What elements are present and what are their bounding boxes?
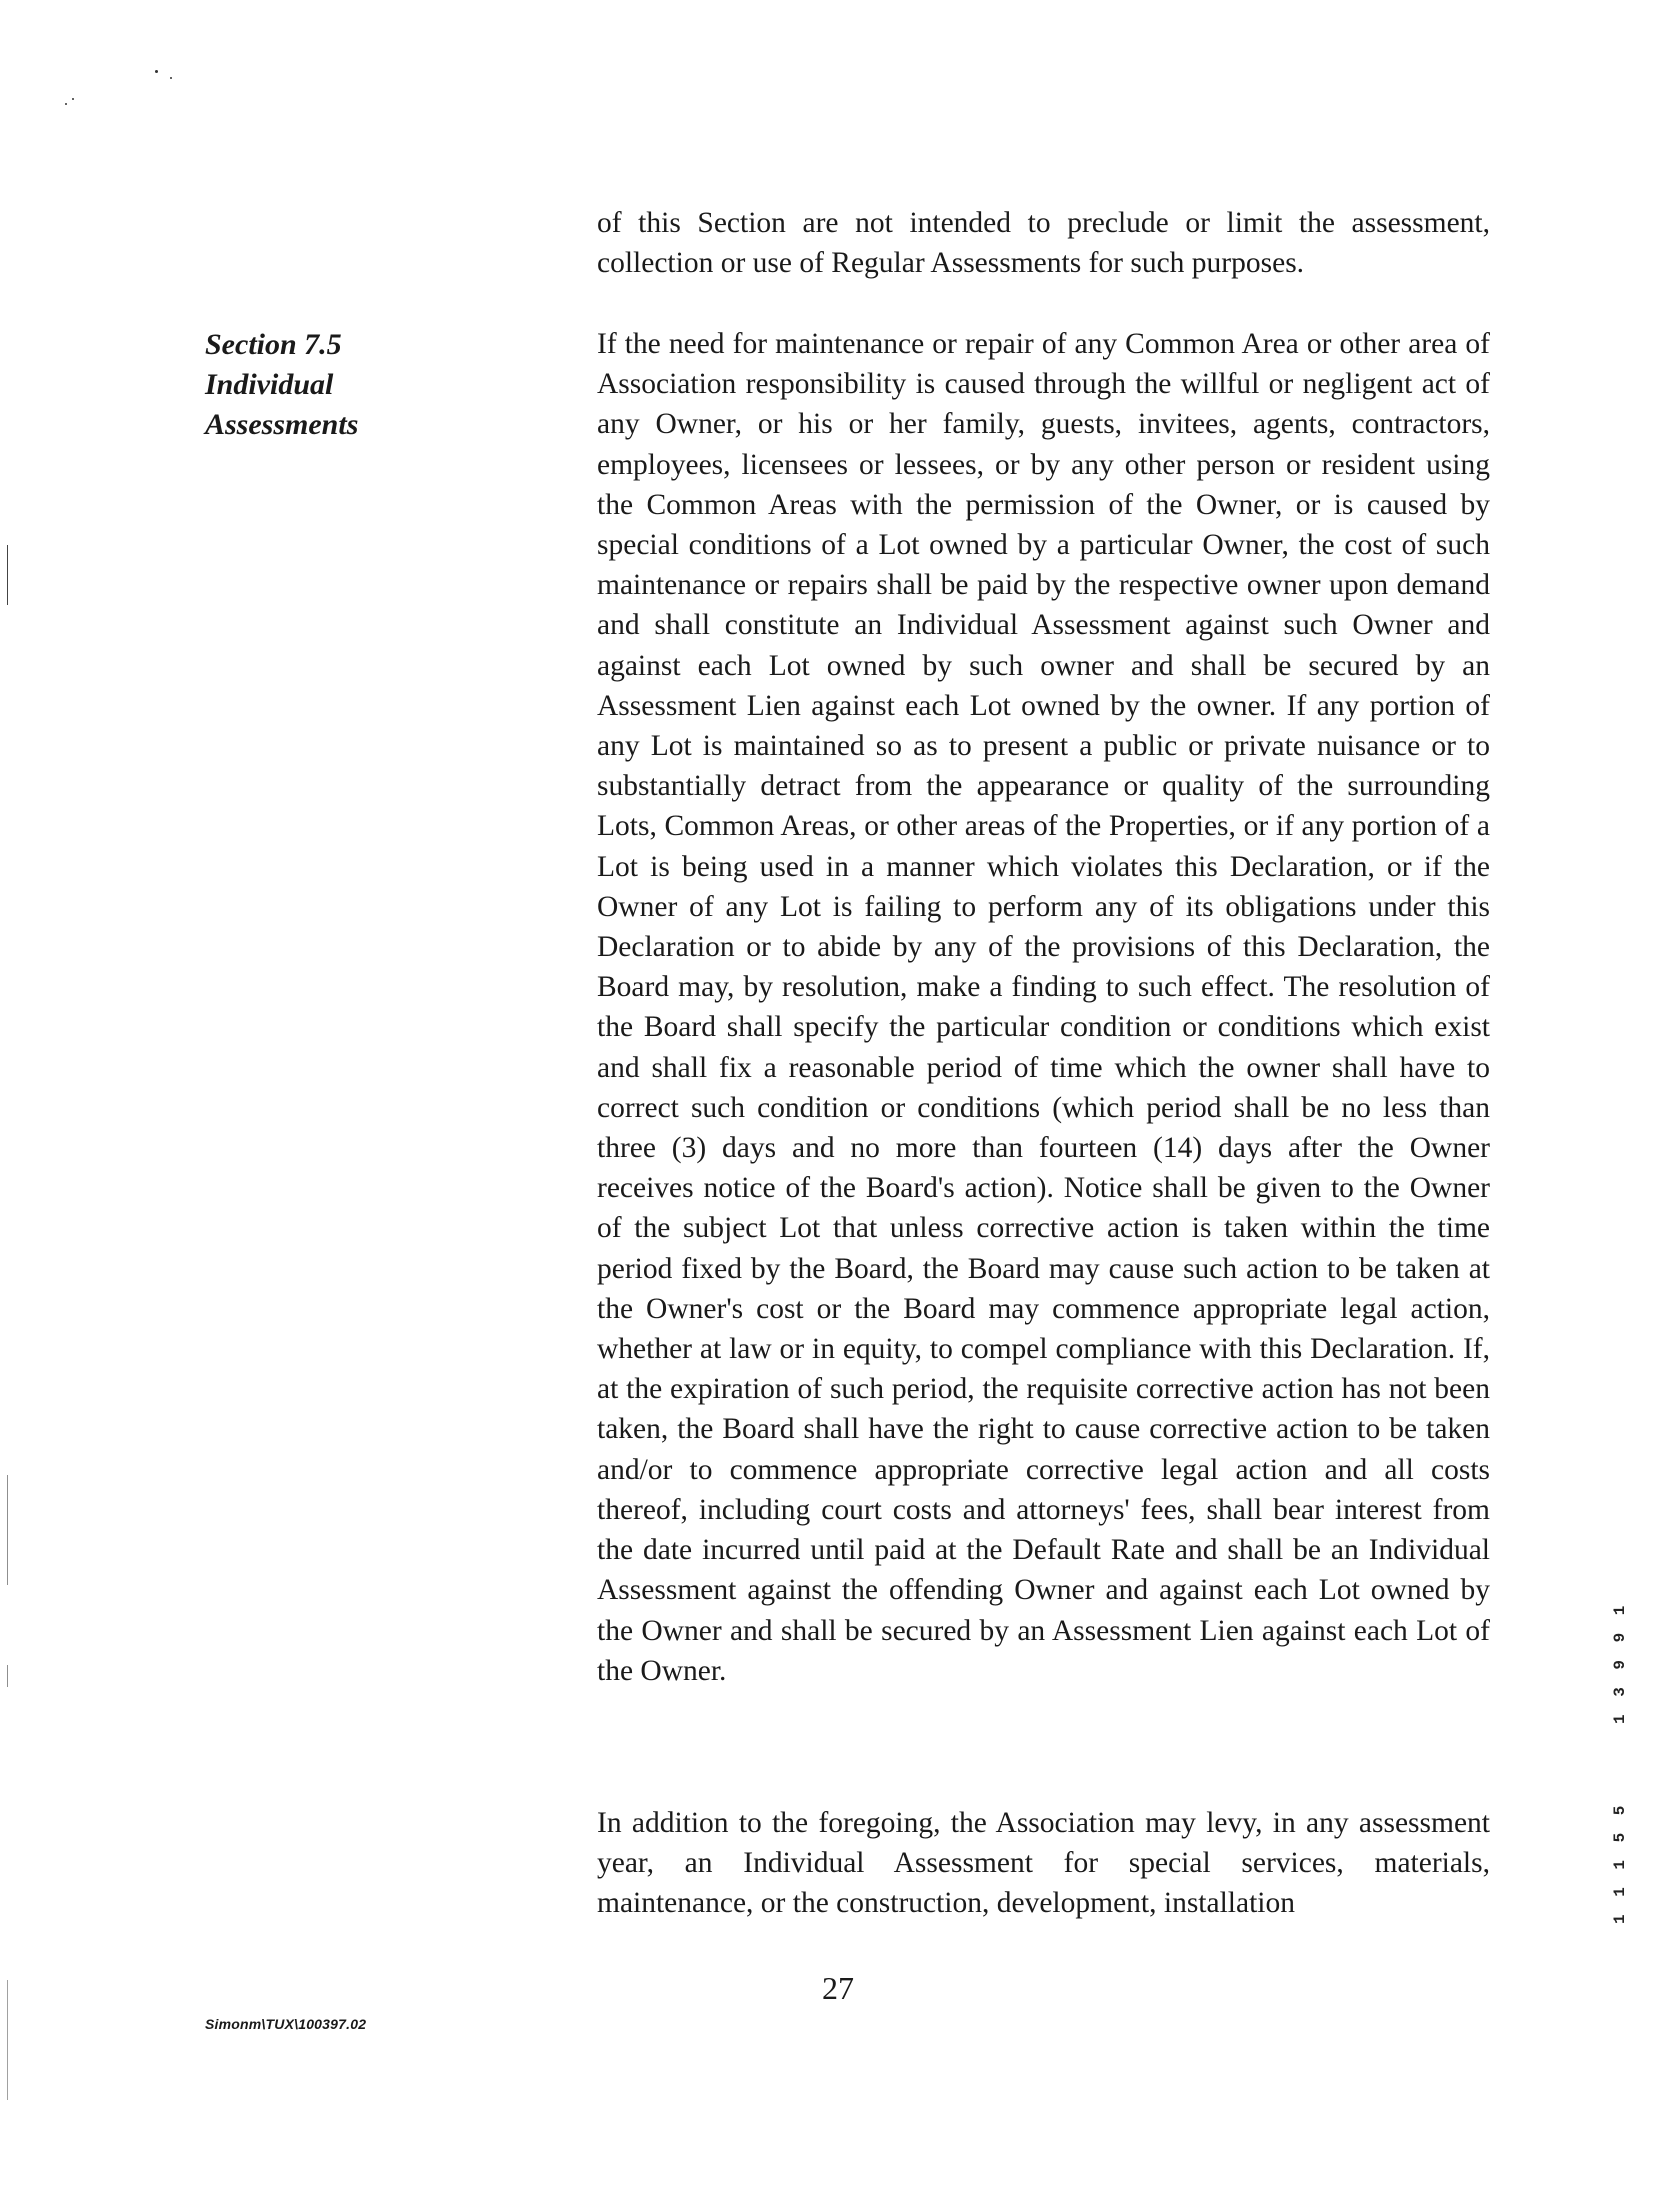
scan-line	[7, 1475, 8, 1585]
scan-line	[7, 545, 8, 605]
scan-line	[7, 1980, 8, 2100]
section-title-line1: Individual	[205, 368, 334, 401]
page-number: 27	[822, 1970, 854, 2006]
paragraph-individual-assessments: If the need for maintenance or repair of any Common Area or other area of Association responsibility is caused through the willful or negligent act of any Owner, or his or her family, guests, invitees, agents, contractors, employees, licensees or lessees, or by any other person or resident using the Common Areas with the permission of the Owner, or is caused by special conditions of a Lot owned by a particular Owner, the cost of such maintenance or repairs shall be paid by the respective owner upon demand and shall constitute an Individual Assessment against such Owner and against each Lot owned by such owner and shall be secured by an Assessment Lien against each Lot owned by the owner. If any portion of any Lot is maintained so as to present a public or private nuisance or to substantially detract from the appearance or quality of the surrounding Lots, Common Areas, or other areas of the Properties, or if any portion of a Lot is being used in a manner which violates this Declaration, or if the Owner of any Lot is failing to perform any of its obligations under this Declaration or to abide by any of the provisions of this Declaration, the Board may, by resolution, make a finding to such effect. The resolution of the Board shall specify the particular condition or conditions which exist and shall fix a reasonable period of time which the owner shall have to correct such condition or conditions (which period shall be no less than three (3) days and no more than fourteen (14) days after the Owner receives notice of the Board's action). Notice shall be given to the Owner of the subject Lot that unless corrective action is taken within the time period fixed by the Board, the Board may cause such action to be taken at the Owner's cost or the Board may commence appropriate legal action, whether at law or in equity, to compel compliance with this Declaration. If, at the expiration of such period, the requisite corrective action has not been taken, the Board shall have the right to cause corrective action to be taken and/or to commence appropriate corrective legal action and all costs thereof, including court costs and attorneys' fees, shall bear interest from the date incurred until paid at the Default Rate and shall be an Individual Assessment against the offending Owner and against each Lot owned by the Owner and shall be secured by an Assessment Lien against each Lot of the Owner.	[597, 328, 1490, 1687]
paragraph-addition: In addition to the foregoing, the Association may levy, in any assessment year, an Individual Assessment for special services, materials, maintenance, or the construction, development, installation	[597, 1807, 1490, 1920]
scan-speck	[170, 77, 172, 79]
file-code: Simonm\TUX\100397.02	[205, 2016, 367, 2032]
section-number: Section 7.5	[205, 328, 342, 361]
scan-speck	[72, 98, 74, 100]
section-heading	[205, 325, 465, 445]
recording-stamp: 1 3 9 9 1	[1611, 1601, 1629, 1724]
paragraph-intro: of this Section are not intended to preclude or limit the assessment, collection or use of Regular Assessments for such purposes.	[597, 207, 1490, 280]
section-title-line2: Assessments	[205, 408, 359, 441]
scan-speck	[155, 70, 158, 73]
scan-line	[7, 1665, 8, 1687]
scan-speck	[65, 103, 67, 105]
recording-stamp: 1 1 1 5 5	[1611, 1801, 1629, 1924]
